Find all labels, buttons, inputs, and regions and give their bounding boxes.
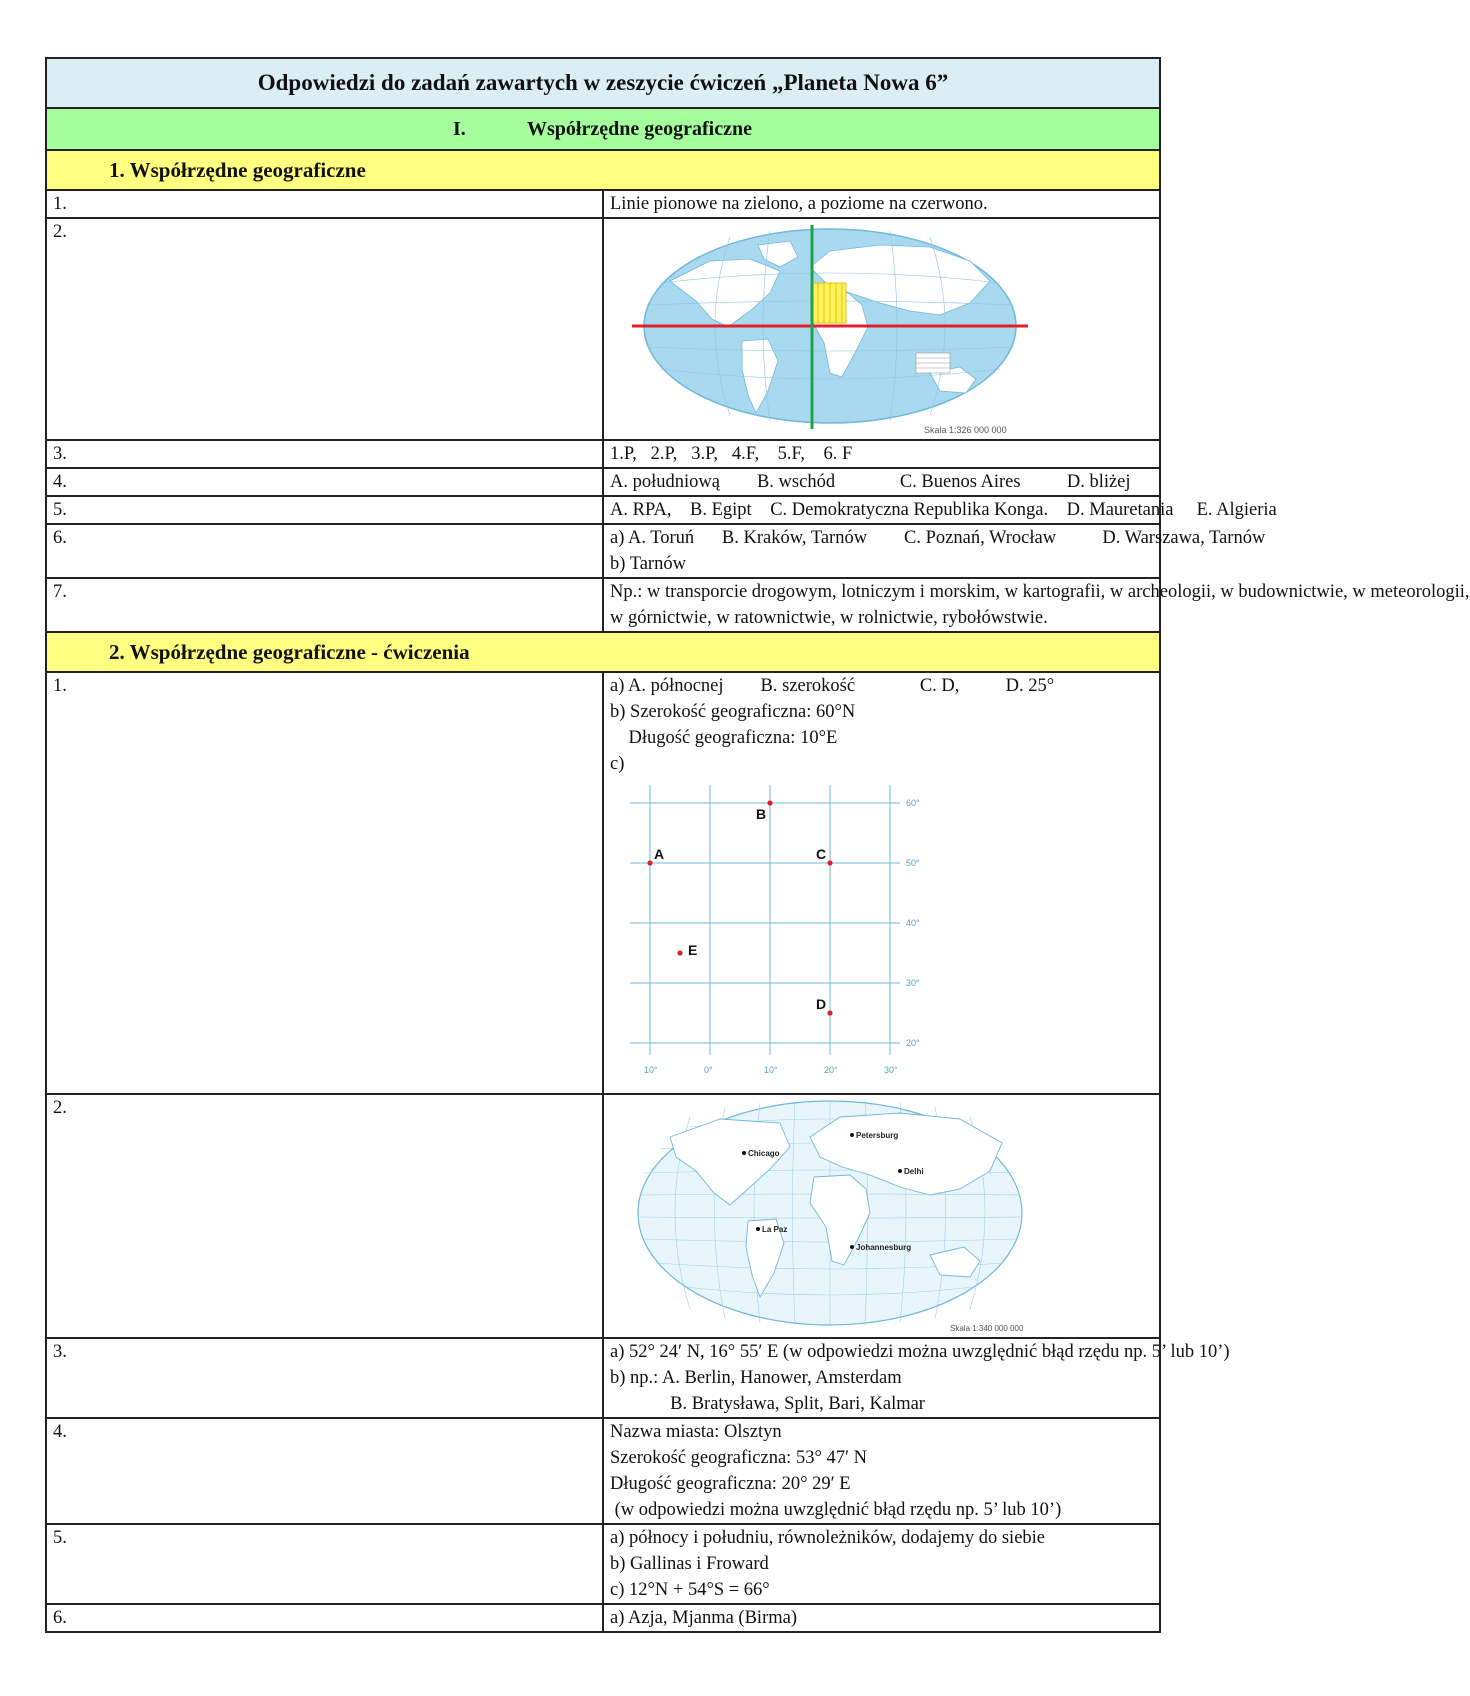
answer-number: 2. xyxy=(46,218,603,440)
world-map-cities xyxy=(630,1097,1030,1335)
answer-text: a) 52° 24′ N, 16° 55′ E (w odpowiedzi można uwzględnić błąd rzędu np. 5’ lub 10’) b) np.: A. Berlin, Hanower, Amsterdam B. Bratysława, Split, Bari, Kalmar xyxy=(603,1338,1160,1418)
grid-point-label: E xyxy=(688,942,698,958)
grid-lat-label: 30° xyxy=(906,978,920,988)
coordinate-grid xyxy=(630,785,950,1085)
answer-row xyxy=(46,496,1160,524)
answer-number: 1. xyxy=(46,190,603,218)
answer-text: Linie pionowe na zielono, a poziome na czerwono. xyxy=(603,190,1160,218)
answer-row xyxy=(46,190,1160,218)
grid-lat-label: 20° xyxy=(906,1038,920,1048)
answer-number: 1. xyxy=(46,672,603,1094)
grid-lon-label: 0° xyxy=(704,1065,713,1075)
grid-point-label: A xyxy=(654,846,665,862)
page-title: Odpowiedzi do zadań zawartych w zeszycie ćwiczeń „Planeta Nowa 6” xyxy=(46,58,1160,108)
answer-sheet xyxy=(45,57,1470,1633)
grid-point-c xyxy=(827,860,832,865)
map1-scale: Skala 1:326 000 000 xyxy=(924,425,1007,435)
answer-row xyxy=(46,672,1160,1094)
answer-text: a) północy i południu, równoleżników, dodajemy do siebie b) Gallinas i Froward c) 12°N + 54°S = 66° xyxy=(603,1524,1160,1604)
section-title: Współrzędne geograficzne xyxy=(527,118,752,140)
answer-number: 5. xyxy=(46,1524,603,1604)
answer-text: Np.: w transporcie drogowym, lotniczym i morskim, w kartografii, w archeologii, w budownictwie, w meteorologii, w górnictwie, w ratownictwie, w rolnictwie, rybołówstwie. xyxy=(603,578,1160,632)
grid-point-b xyxy=(767,800,772,805)
subsection-row-2 xyxy=(46,632,1160,672)
grid-lon-label: 10° xyxy=(644,1065,658,1075)
section-row xyxy=(46,108,1160,150)
grid-lon-label: 20° xyxy=(824,1065,838,1075)
answer-number: 6. xyxy=(46,524,603,578)
title-row xyxy=(46,58,1160,108)
answer-figure-cell xyxy=(603,1094,1160,1338)
answer-row xyxy=(46,1094,1160,1338)
answer-row xyxy=(46,218,1160,440)
answer-text: A. RPA, B. Egipt C. Demokratyczna Republika Konga. D. Mauretania E. Algieria xyxy=(603,496,1160,524)
answer-text: Nazwa miasta: Olsztyn Szerokość geograficzna: 53° 47′ N Długość geograficzna: 20° 29′ E (w odpowiedzi można uwzględnić błąd rzędu np. 5’ lub 10’) xyxy=(603,1418,1160,1524)
answer-table xyxy=(45,57,1470,1633)
answer-number: 4. xyxy=(46,468,603,496)
answer-row xyxy=(46,440,1160,468)
answer-row xyxy=(46,1338,1160,1418)
grid-point-label: D xyxy=(816,996,827,1012)
answer-text: a) A. Toruń B. Kraków, Tarnów C. Poznań, Wrocław D. Warszawa, Tarnów b) Tarnów xyxy=(603,524,1160,578)
answer-figure-cell xyxy=(603,218,1160,440)
answer-text: A. południową B. wschód C. Buenos Aires D. bliżej xyxy=(603,468,1160,496)
answer-number: 7. xyxy=(46,578,603,632)
answer-number: 2. xyxy=(46,1094,603,1338)
answer-row xyxy=(46,1418,1160,1524)
city-label-chicago: Chicago xyxy=(748,1149,780,1158)
grid-point-a xyxy=(647,860,652,865)
city-label-delhi: Delhi xyxy=(904,1167,924,1176)
grid-lon-label: 10° xyxy=(764,1065,778,1075)
city-label-petersburg: Petersburg xyxy=(856,1131,899,1140)
subsection-title-1: 1. Współrzędne geograficzne xyxy=(109,158,366,182)
grid-lat-label: 40° xyxy=(906,918,920,928)
city-label-johannesburg: Johannesburg xyxy=(856,1243,912,1252)
grid-point-e xyxy=(677,950,682,955)
answer-number: 3. xyxy=(46,440,603,468)
answer-text: 1.P, 2.P, 3.P, 4.F, 5.F, 6. F xyxy=(603,440,1160,468)
map2-scale: Skala 1:340 000 000 xyxy=(950,1324,1024,1333)
subsection-row-1 xyxy=(46,150,1160,190)
answer-number: 5. xyxy=(46,496,603,524)
answer-text: a) Azja, Mjanma (Birma) xyxy=(603,1604,1160,1632)
answer-text: a) A. północnej B. szerokość C. D, D. 25° b) Szerokość geograficzna: 60°N Długość geograficzna: 10°E c) 60° 50° 40° 30° 20° 10° 0° 10° 20° 30° A B C D E xyxy=(603,672,1160,1094)
grid-point-label: C xyxy=(816,846,827,862)
city-label-la-paz: La Paz xyxy=(762,1225,788,1234)
grid-lat-label: 50° xyxy=(906,858,920,868)
answer-row xyxy=(46,578,1160,632)
grid-point-d xyxy=(827,1010,832,1015)
answer-number: 6. xyxy=(46,1604,603,1632)
answer-row xyxy=(46,468,1160,496)
section-roman: I. xyxy=(453,118,466,140)
answer-row xyxy=(46,1604,1160,1632)
world-map-equator-meridian xyxy=(630,223,1030,437)
grid-lon-label: 30° xyxy=(884,1065,898,1075)
answer-number: 3. xyxy=(46,1338,603,1418)
subsection-title-2: 2. Współrzędne geograficzne - ćwiczenia xyxy=(109,640,470,664)
grid-point-label: B xyxy=(756,806,767,822)
answer-row xyxy=(46,524,1160,578)
answer-number: 4. xyxy=(46,1418,603,1524)
grid-lat-label: 60° xyxy=(906,798,920,808)
answer-row xyxy=(46,1524,1160,1604)
